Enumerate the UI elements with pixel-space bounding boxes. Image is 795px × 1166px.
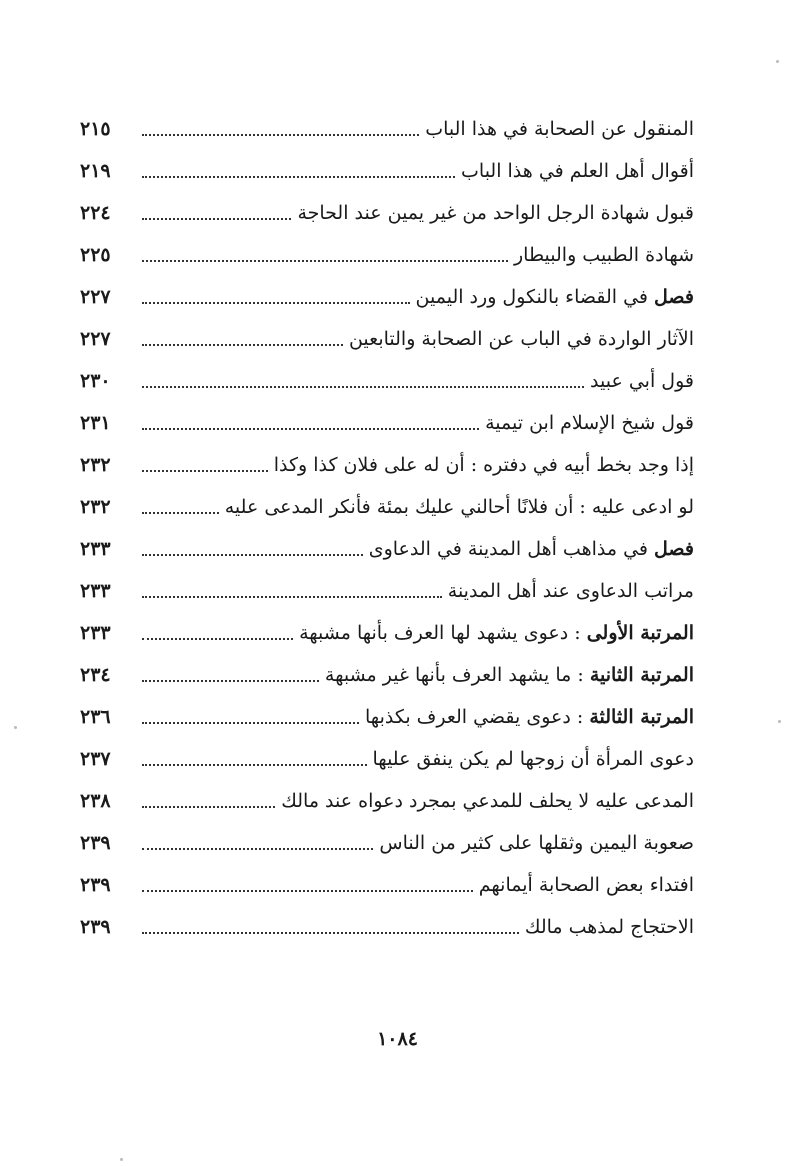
toc-entry — [80, 822, 694, 864]
toc-entry-page: ٢٢٧ — [80, 328, 111, 350]
toc-entry-text: شهادة الطبيب والبيطار — [514, 244, 694, 266]
toc-entry-title — [461, 150, 694, 192]
toc-leader-dots — [142, 596, 442, 598]
toc-entry-text: الآثار الواردة في الباب عن الصحابة والتابعين — [348, 328, 694, 350]
toc-entry-text: قول شيخ الإسلام ابن تيمية — [485, 412, 694, 434]
toc-entry-lead: فصل — [654, 286, 694, 308]
toc-entry-title — [297, 192, 694, 234]
toc-entry-text: أقوال أهل العلم في هذا الباب — [461, 160, 694, 182]
toc-leader-dots — [142, 890, 473, 892]
toc-entry-page: ٢٢٥ — [80, 244, 111, 266]
toc-entry-page: ٢٣٣ — [80, 622, 111, 644]
toc-entry-text: : دعوى يشهد لها العرف بأنها مشبهة — [299, 622, 587, 644]
scan-speck — [14, 726, 17, 729]
toc-entry — [80, 234, 694, 276]
toc-leader-dots — [142, 680, 319, 682]
toc-entry-text: لو ادعى عليه : أن فلانًا أحالني عليك بمئة فأنكر المدعى عليه — [224, 496, 694, 518]
toc-entry-lead: المرتبة الثالثة — [589, 706, 694, 728]
toc-leader-dots — [142, 722, 359, 724]
toc-entry — [80, 276, 694, 318]
toc-entry-title — [365, 696, 694, 738]
scan-speck — [778, 720, 781, 723]
toc-entry-title — [590, 360, 694, 402]
toc-entry-page: ٢٣٩ — [80, 874, 111, 896]
toc-entry — [80, 150, 694, 192]
toc-entry-title — [299, 612, 694, 654]
toc-entry-title — [416, 276, 694, 318]
toc-entry-text: مراتب الدعاوى عند أهل المدينة — [447, 580, 694, 602]
toc-entry-text: قبول شهادة الرجل الواحد من غير يمين عند الحاجة — [297, 202, 694, 224]
toc-entry-text: : دعوى يقضي العرف بكذبها — [365, 706, 590, 728]
toc-entry-page: ٢١٥ — [80, 118, 111, 140]
toc-entry-title — [425, 108, 694, 150]
toc-entry-text: افتداء بعض الصحابة أيمانهم — [478, 874, 694, 896]
page-number: ١٠٨٤ — [377, 1028, 418, 1050]
toc-entry-text: المدعى عليه لا يحلف للمدعي بمجرد دعواه عند مالك — [281, 790, 694, 812]
toc-leader-dots — [142, 554, 363, 556]
toc-leader-dots — [142, 638, 293, 640]
toc-leader-dots — [142, 344, 343, 346]
toc-entry-text: إذا وجد بخط أبيه في دفتره : أن له على فلان كذا وكذا — [273, 454, 694, 476]
toc-entry-text: في القضاء بالنكول ورد اليمين — [415, 286, 655, 308]
toc-entry — [80, 570, 694, 612]
toc-entry-page: ٢٢٤ — [80, 202, 111, 224]
toc-entry — [80, 318, 694, 360]
toc-entry-page: ٢١٩ — [80, 160, 111, 182]
toc-leader-dots — [142, 932, 519, 934]
toc-leader-dots — [142, 302, 410, 304]
scan-speck — [120, 1158, 123, 1161]
toc-entry-page: ٢٢٧ — [80, 286, 111, 308]
toc-leader-dots — [142, 512, 219, 514]
toc-entry-page: ٢٣٣ — [80, 580, 111, 602]
toc-entry-title — [225, 486, 694, 528]
toc-entry-lead: فصل — [654, 538, 694, 560]
toc-entry-text: المنقول عن الصحابة في هذا الباب — [425, 118, 694, 140]
scan-speck — [776, 60, 779, 63]
toc-entry — [80, 696, 694, 738]
toc-entry-page: ٢٣٩ — [80, 832, 111, 854]
toc-entry-title — [379, 822, 694, 864]
toc-entry — [80, 906, 694, 948]
toc-entry — [80, 192, 694, 234]
toc-entry-title — [349, 318, 694, 360]
toc-leader-dots — [142, 806, 275, 808]
toc-entry — [80, 444, 694, 486]
toc-entry-lead: المرتبة الثانية — [589, 664, 694, 686]
toc-leader-dots — [142, 764, 367, 766]
toc-entry-page: ٢٣٣ — [80, 538, 111, 560]
toc-entry — [80, 612, 694, 654]
toc-entry-text: دعوى المرأة أن زوجها لم يكن ينفق عليها — [372, 748, 694, 770]
toc-entry — [80, 654, 694, 696]
toc-leader-dots — [142, 134, 419, 136]
toc-entry-title — [485, 402, 694, 444]
toc-entry-lead: المرتبة الأولى — [586, 622, 694, 644]
toc-leader-dots — [142, 386, 584, 388]
toc-entry-page: ٢٣٧ — [80, 748, 111, 770]
toc-entry — [80, 738, 694, 780]
toc-leader-dots — [142, 470, 268, 472]
toc-entry-text: الاحتجاج لمذهب مالك — [524, 916, 694, 938]
toc-entry-page: ٢٣٩ — [80, 916, 111, 938]
toc-leader-dots — [142, 260, 508, 262]
toc-entry-title — [325, 654, 694, 696]
toc-entry-title — [479, 864, 694, 906]
toc-leader-dots — [142, 428, 479, 430]
toc-entry — [80, 360, 694, 402]
toc-entry — [80, 780, 694, 822]
toc-entry-page: ٢٣٠ — [80, 370, 111, 392]
toc-entry-title — [281, 780, 694, 822]
toc-entry-title — [525, 906, 694, 948]
toc-leader-dots — [142, 218, 291, 220]
toc-entry-text: في مذاهب أهل المدينة في الدعاوى — [368, 538, 655, 560]
toc-entry-title — [369, 528, 694, 570]
toc-entry — [80, 402, 694, 444]
toc-entry-title — [274, 444, 694, 486]
toc-entry-text: قول أبي عبيد — [590, 370, 694, 392]
toc-entry-page: ٢٣٦ — [80, 706, 111, 728]
toc-entry-page: ٢٣١ — [80, 412, 111, 434]
table-of-contents — [80, 108, 694, 948]
toc-entry — [80, 486, 694, 528]
toc-entry — [80, 864, 694, 906]
toc-entry-text: صعوبة اليمين وثقلها على كثير من الناس — [379, 832, 694, 854]
toc-entry-title — [448, 570, 694, 612]
toc-entry-title — [514, 234, 694, 276]
toc-leader-dots — [142, 176, 455, 178]
toc-entry-title — [373, 738, 694, 780]
toc-entry — [80, 528, 694, 570]
toc-leader-dots — [142, 848, 373, 850]
toc-entry-page: ٢٣٢ — [80, 454, 111, 476]
toc-entry — [80, 108, 694, 150]
toc-entry-text: : ما يشهد العرف بأنها غير مشبهة — [324, 664, 590, 686]
toc-entry-page: ٢٣٢ — [80, 496, 111, 518]
toc-entry-page: ٢٣٤ — [80, 664, 111, 686]
toc-entry-page: ٢٣٨ — [80, 790, 111, 812]
